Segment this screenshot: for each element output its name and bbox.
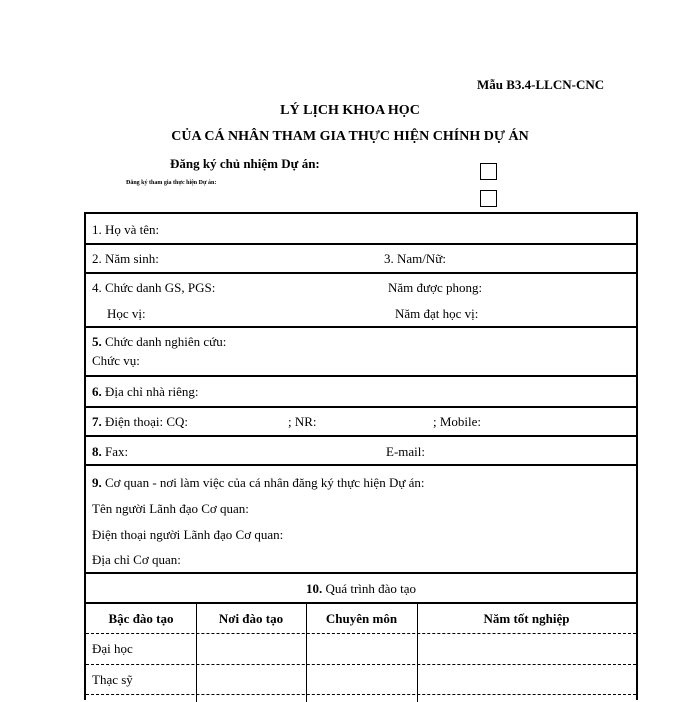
column-header-institution: Nơi đào tạo [218,611,284,626]
research-title-number: 5. [92,334,102,349]
phone-field [92,414,188,430]
phone-number-index: 7. [92,414,102,429]
position-label: Chức vụ: [92,353,140,368]
education-row-label: Đại học [92,641,133,656]
organization-number: 9. [92,475,102,490]
research-title-label: Chức danh nghiên cứu: [101,334,227,349]
org-leader-label: Tên người Lãnh đạo Cơ quan: [92,501,249,516]
education-row-label: Thạc sỹ [92,672,133,687]
organization-label: Cơ quan - nơi làm việc của cá nhân đăng ký thực hiện Dự án: [101,475,425,490]
education-heading [86,581,636,597]
home-address-field [92,384,199,400]
register-lead-checkbox[interactable] [480,163,497,180]
column-header-level: Bậc đào tạo [108,611,174,626]
education-heading-number: 10. [305,581,323,596]
form-code: Mẫu B3.4-LLCN-CNC [477,77,605,92]
phone-office-label: Điện thoại: CQ: [101,414,189,429]
phone-mobile-label: ; Mobile: [433,414,482,429]
birth-year-label: 2. Năm sinh: [92,251,159,266]
register-participate-checkbox[interactable] [480,190,497,207]
org-leader-phone-label: Điện thoại người Lãnh đạo Cơ quan: [92,527,284,542]
degree-year-label: Năm đạt học vị: [395,306,479,321]
cv-form [84,212,638,700]
name-label: 1. Họ và tên: [92,222,160,237]
gender-label: 3. Nam/Nữ: [384,251,446,266]
education-heading-label: Quá trình đào tạo [322,581,417,596]
document-title: LÝ LỊCH KHOA HỌC [280,103,420,118]
research-title-field [92,334,226,350]
degree-label: Học vị: [107,306,146,321]
org-address-label: Địa chỉ Cơ quan: [92,552,181,567]
email-label: E-mail: [386,444,425,459]
home-address-label: Địa chỉ nhà riêng: [101,384,199,399]
document-subtitle: CỦA CÁ NHÂN THAM GIA THỰC HIỆN CHÍNH DỰ ÁN [171,129,529,144]
home-address-number: 6. [92,384,102,399]
column-header-major: Chuyên môn [325,611,398,626]
academic-title-label: 4. Chức danh GS, PGS: [92,280,216,295]
phone-home-label: ; NR: [288,414,317,429]
column-header-graduation-year: Năm tốt nghiệp [483,611,570,626]
fax-field [92,444,128,460]
fax-number-index: 8. [92,444,102,459]
register-participate-label: Đăng ký tham gia thực hiện Dự án: [126,180,217,186]
fax-label: Fax: [101,444,129,459]
organization-field [92,475,425,491]
register-lead-label: Đăng ký chủ nhiệm Dự án: [170,156,320,171]
title-year-label: Năm được phong: [388,280,483,295]
